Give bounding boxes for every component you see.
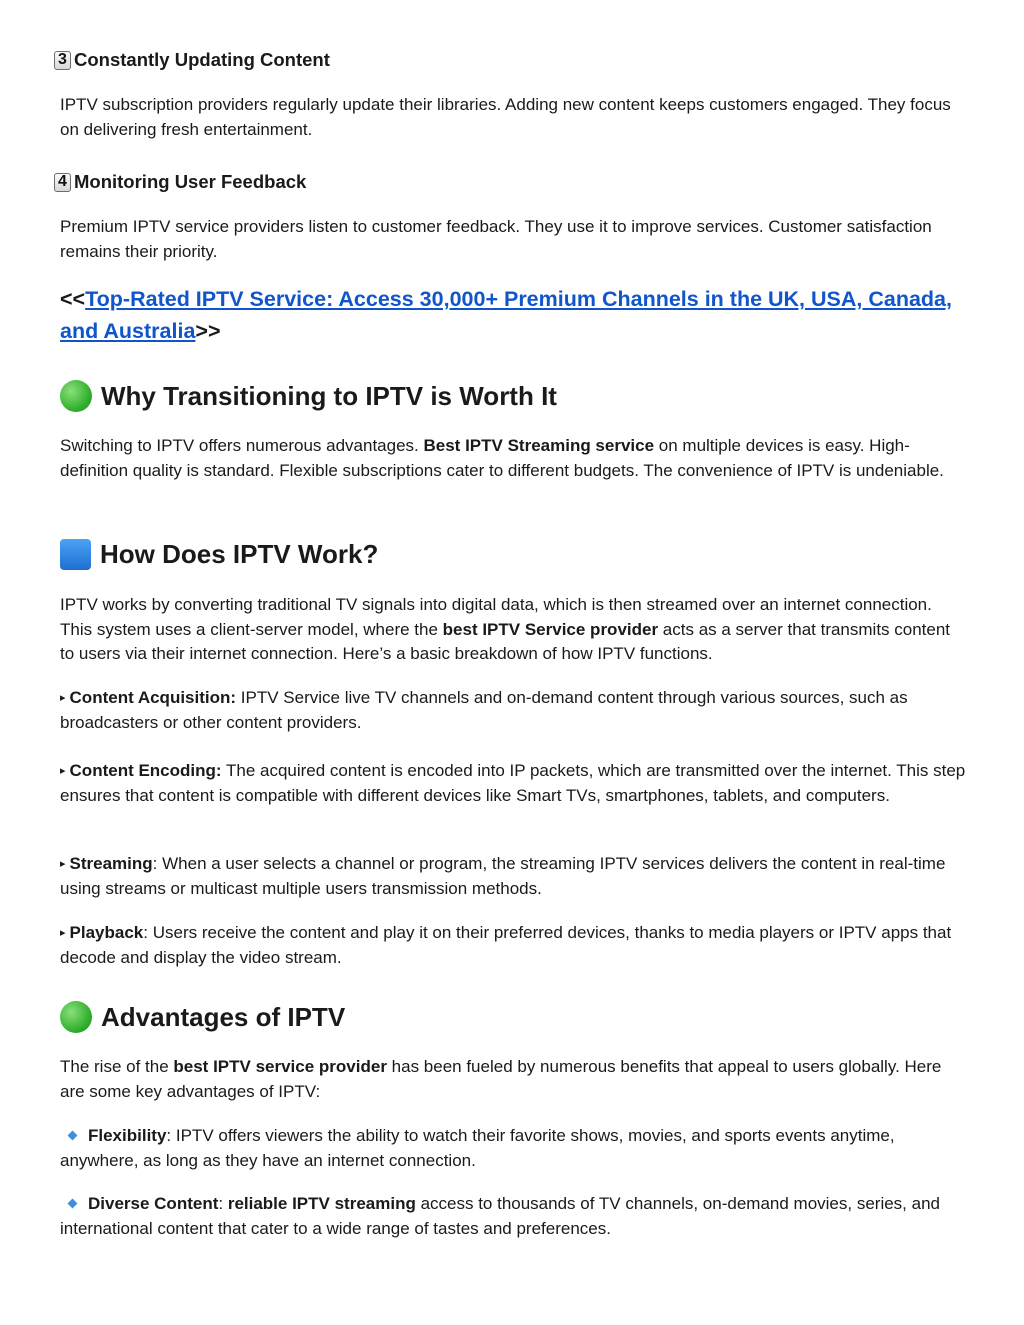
why-body-bold: Best IPTV Streaming service bbox=[423, 436, 655, 455]
how-step-4 bbox=[60, 921, 966, 970]
advantages-body bbox=[60, 1055, 966, 1104]
why-body-pre: Switching to IPTV offers numerous advantages. bbox=[60, 436, 424, 455]
section-3-heading bbox=[54, 49, 966, 71]
blue-diamond-icon bbox=[68, 1131, 78, 1141]
how-step-3-title: Streaming bbox=[69, 854, 153, 873]
advantages-body-bold: best IPTV service provider bbox=[173, 1057, 387, 1076]
how-body-pre: IPTV works by converting traditional TV signals into digital data, which is then streamed over an internet connection. This system uses a client-server model, where the bbox=[60, 595, 932, 639]
blue-diamond-icon bbox=[68, 1199, 78, 1209]
how-step-2-text: The acquired content is encoded into IP packets, which are transmitted over the internet. This step ensures that content is compatible with different devices like Smart TVs, smartphones, tablets, and computers. bbox=[60, 761, 966, 805]
triangle-bullet-icon: ▸ bbox=[60, 927, 66, 939]
advantage-1-text: : IPTV offers viewers the ability to watch their favorite shows, movies, and sports events anytime, anywhere, as long as they have an internet connection. bbox=[60, 1126, 895, 1170]
advantage-item-1 bbox=[60, 1124, 966, 1173]
advantage-2-text: access to thousands of TV channels, on-demand movies, series, and international content that cater to a wide range of tastes and preferences. bbox=[60, 1194, 940, 1238]
advantages-body-post: has been fueled by numerous benefits that appeal to users globally. Here are some key advantages of IPTV: bbox=[60, 1057, 942, 1101]
green-circle-icon bbox=[60, 1001, 92, 1033]
keycap-3-icon: 3 bbox=[54, 51, 71, 70]
how-step-3 bbox=[60, 852, 966, 901]
how-step-1-text: IPTV Service live TV channels and on-demand content through various sources, such as broadcasters or other content providers. bbox=[60, 688, 908, 732]
advantage-item-2 bbox=[60, 1192, 966, 1241]
advantage-2-sep: : bbox=[218, 1194, 228, 1213]
promo-open: << bbox=[60, 287, 86, 311]
triangle-bullet-icon: ▸ bbox=[60, 858, 66, 870]
how-step-2-title: Content Encoding: bbox=[69, 761, 222, 780]
how-step-4-title: Playback bbox=[69, 923, 144, 942]
how-step-1-title: Content Acquisition: bbox=[69, 688, 237, 707]
how-step-1 bbox=[60, 686, 966, 735]
blue-square-icon bbox=[60, 539, 91, 570]
section-4-title: Monitoring User Feedback bbox=[74, 171, 307, 192]
section-4-body: Premium IPTV service providers listen to customer feedback. They use it to improve services. Customer satisfaction remains their priority. bbox=[60, 217, 932, 261]
how-heading bbox=[60, 539, 966, 570]
why-heading bbox=[60, 380, 966, 412]
how-heading-text: How Does IPTV Work? bbox=[100, 539, 379, 569]
advantage-2-title: Diverse Content bbox=[88, 1194, 219, 1213]
why-body bbox=[60, 434, 966, 483]
promo-link[interactable]: Top-Rated IPTV Service: Access 30,000+ Premium Channels in the UK, USA, Canada, and Australia bbox=[60, 287, 952, 343]
why-heading-text: Why Transitioning to IPTV is Worth It bbox=[101, 380, 557, 411]
how-step-2 bbox=[60, 759, 966, 808]
why-body-post: on multiple devices is easy. High-definition quality is standard. Flexible subscriptions cater to different budgets. The convenience of IPTV is undeniable. bbox=[60, 436, 944, 480]
section-3-title: Constantly Updating Content bbox=[74, 49, 330, 70]
triangle-bullet-icon: ▸ bbox=[60, 765, 66, 777]
advantages-body-pre: The rise of the bbox=[60, 1057, 174, 1076]
how-body-post: acts as a server that transmits content to users via their internet connection. Here’s a basic breakdown of how IPTV functions. bbox=[60, 619, 951, 663]
section-3-body: IPTV subscription providers regularly update their libraries. Adding new content keeps customers engaged. They focus on delivering fresh entertainment. bbox=[60, 95, 951, 139]
promo-line bbox=[60, 283, 966, 347]
how-step-3-text: : When a user selects a channel or program, the streaming IPTV services delivers the content in real-time using streams or multicast multiple users transmission methods. bbox=[60, 854, 946, 898]
how-step-4-text: : Users receive the content and play it on their preferred devices, thanks to media players or IPTV apps that decode and display the video stream. bbox=[60, 923, 952, 967]
advantage-1-title: Flexibility bbox=[88, 1126, 167, 1145]
advantages-heading-text: Advantages of IPTV bbox=[101, 1001, 346, 1032]
green-circle-icon bbox=[60, 380, 92, 412]
triangle-bullet-icon: ▸ bbox=[60, 692, 66, 704]
how-body-bold: best IPTV Service provider bbox=[442, 619, 659, 639]
advantages-heading bbox=[60, 1001, 966, 1033]
section-4-heading bbox=[54, 171, 966, 193]
advantage-2-bold: reliable IPTV streaming bbox=[227, 1194, 416, 1213]
how-body bbox=[60, 593, 966, 667]
promo-close: >> bbox=[195, 319, 221, 343]
keycap-4-icon: 4 bbox=[54, 173, 71, 192]
